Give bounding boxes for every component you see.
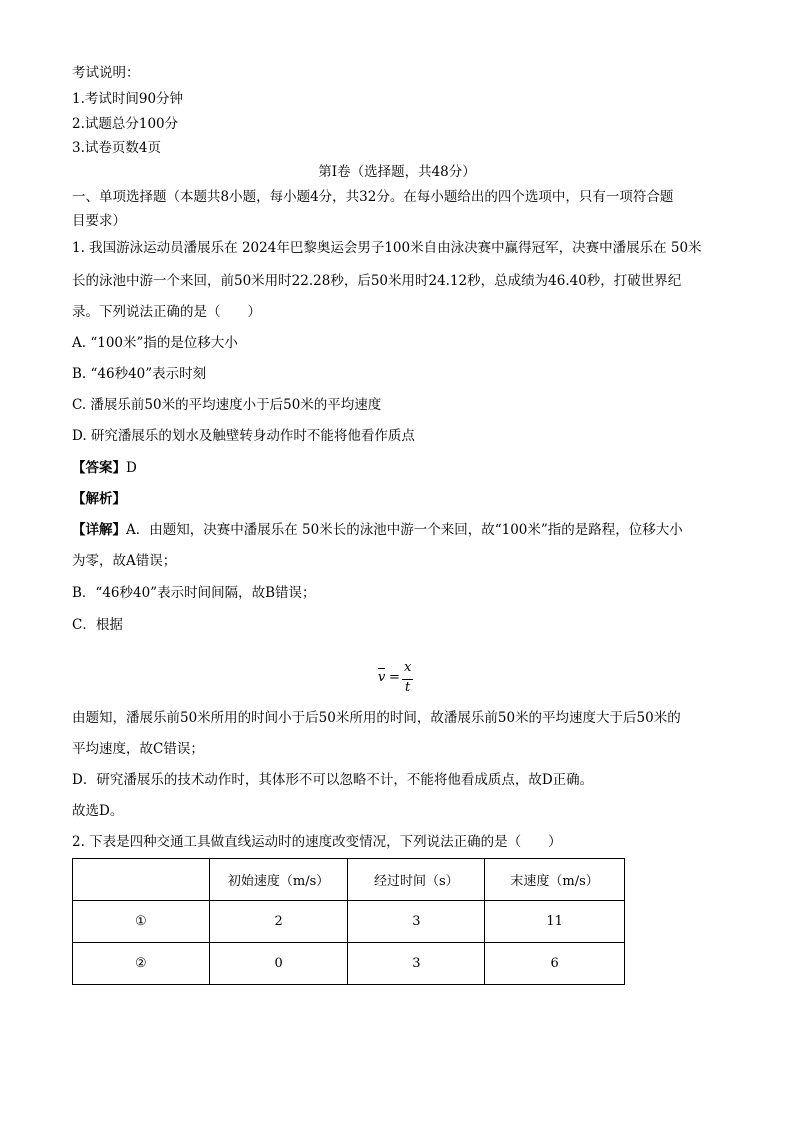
detail-tag: 【详解】 [72, 522, 126, 538]
velocity-change-table [72, 858, 625, 985]
formula-denominator: t [405, 680, 411, 695]
question-1-option-b: B. “46秒40”表示时刻 [72, 366, 207, 382]
detail-a-text: A．由题知，决赛中潘展乐在 50米长的泳池中游一个来回，故“100米”指的是路程，位移大小 [126, 522, 683, 538]
table-cell: 2 [209, 901, 348, 943]
formula-equals: = [389, 670, 400, 685]
section-heading-line-1: 一、单项选择题（本题共8小题，每小题4分，共32分。在每小题给出的四个选项中，只有一项符合题 [72, 189, 674, 205]
detail-c-intro: C．根据 [72, 617, 123, 633]
section-heading-line-2: 目要求） [72, 213, 126, 229]
average-velocity-formula [372, 658, 422, 698]
table-cell: 3 [348, 943, 485, 985]
table-cell: 6 [485, 943, 625, 985]
table-cell: 11 [485, 901, 625, 943]
exam-instruction-item: 1.考试时间90分钟 [72, 91, 184, 107]
detail-a-line-2: 为零，故A错误； [72, 553, 177, 569]
table-header-cell: 末速度（m/s） [485, 859, 625, 901]
formula-numerator: x [404, 660, 412, 675]
question-2-stem: 2. 下表是四种交通工具做直线运动时的速度改变情况，下列说法正确的是（ ） [72, 834, 562, 850]
question-1-option-a: A. “100米”指的是位移大小 [72, 335, 238, 351]
question-1-stem-line-3: 录。下列说法正确的是（ ） [72, 304, 261, 320]
exam-instruction-item: 3.试卷页数4页 [72, 140, 161, 156]
conclusion: 故选D。 [72, 803, 124, 819]
table-cell: ① [73, 901, 210, 943]
table-row [73, 901, 625, 943]
table-cell: 0 [209, 943, 348, 985]
answer-value: D [126, 460, 137, 476]
question-1-option-d: D. 研究潘展乐的划水及触壁转身动作时不能将他看作质点 [72, 428, 415, 444]
question-1-stem-line-1: 1. 我国游泳运动员潘展乐在 2024年巴黎奥运会男子100米自由泳决赛中赢得冠军，决赛中潘展乐在 50米 [72, 240, 702, 256]
part-title: 第Ⅰ卷（选择题，共48分） [318, 164, 476, 180]
formula-velocity: v [378, 670, 386, 685]
detail-d: D．研究潘展乐的技术动作时，其体形不可以忽略不计，不能将他看成质点，故D正确。 [72, 772, 594, 788]
exam-instruction-item: 2.试题总分100分 [72, 116, 179, 132]
detail-c-line-1: 由题知，潘展乐前50米所用的时间小于后50米所用的时间，故潘展乐前50米的平均速度大于后50米的 [72, 710, 681, 726]
table-header-cell: 初始速度（m/s） [209, 859, 348, 901]
answer-line [72, 458, 137, 478]
detail-a-line-1 [72, 520, 683, 540]
table-header-row [73, 859, 625, 901]
analysis-tag: 【解析】 [72, 491, 126, 507]
detail-b: B．“46秒40”表示时间间隔，故B错误； [72, 585, 316, 601]
exam-instructions-heading: 考试说明： [72, 65, 140, 81]
table-header-cell [73, 859, 210, 901]
answer-tag: 【答案】 [72, 460, 126, 476]
table-cell: 3 [348, 901, 485, 943]
detail-c-line-2: 平均速度，故C错误； [72, 741, 204, 757]
average-bar [378, 668, 385, 669]
table-header-cell: 经过时间（s） [348, 859, 485, 901]
question-1-stem-line-2: 长的泳池中游一个来回，前50米用时22.28秒，后50米用时24.12秒，总成绩为46.40秒，打破世界纪 [72, 273, 682, 289]
question-1-option-c: C. 潘展乐前50米的平均速度小于后50米的平均速度 [72, 397, 382, 413]
table-cell: ② [73, 943, 210, 985]
table-row [73, 943, 625, 985]
